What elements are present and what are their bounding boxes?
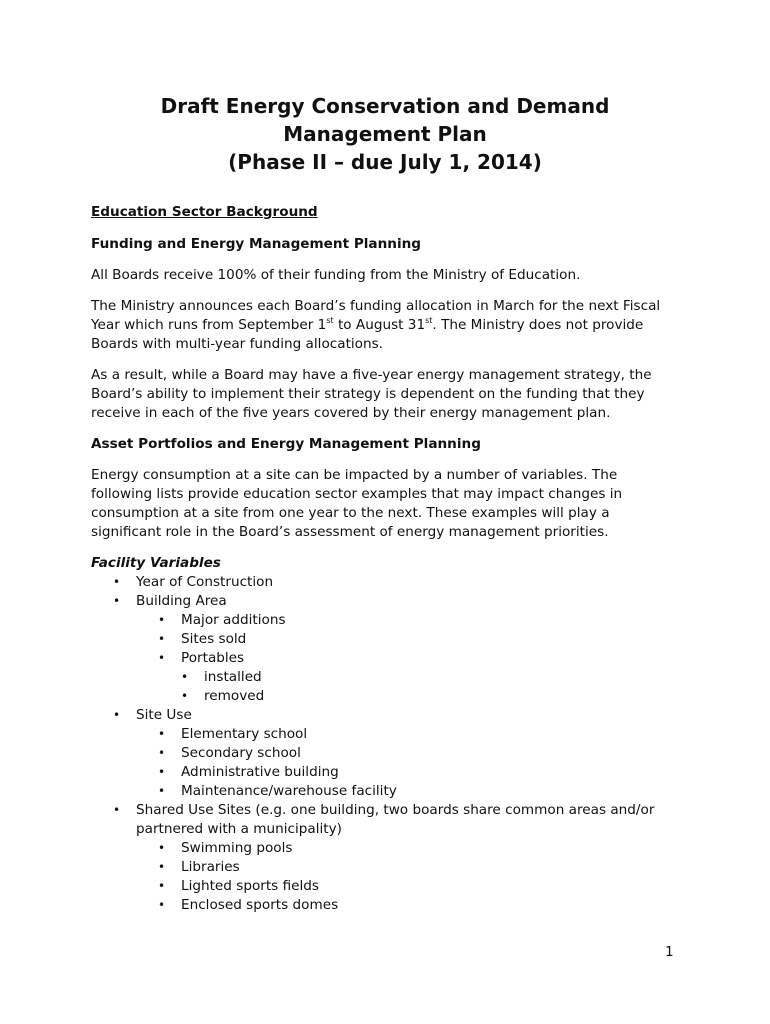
list-item: • Swimming pools — [158, 840, 293, 856]
list-item: • Maintenance/warehouse facility — [158, 783, 397, 799]
bullet-icon: • — [158, 746, 166, 760]
list-item: • Sites sold — [158, 631, 247, 647]
list-item: • Major additions — [158, 612, 286, 628]
funding-paragraph-3: As a result, while a Board may have a five-year energy management strategy, the Board’s ability to implement their strategy is dependent on the funding that they receive in each of the five years covered by their energy management plan. — [91, 367, 652, 421]
asset-paragraph: Energy consumption at a site can be impacted by a number of variables. The following lists provide education sector examples that may impact changes in consumption at a site from one year to the next. These examples will play a significant role in the Board’s assessment of energy management priorities. — [91, 467, 623, 540]
list-item: • installed — [181, 669, 262, 685]
document-title — [90, 92, 680, 176]
title-line-1: Draft Energy Conservation and Demand — [160, 94, 610, 118]
list-item: • Year of Construction — [113, 574, 274, 590]
list-item: • Portables — [158, 650, 245, 666]
section-heading: Education Sector Background — [91, 204, 318, 220]
asset-heading: Asset Portfolios and Energy Management Planning — [91, 436, 481, 452]
bullet-icon: • — [158, 651, 166, 665]
bullet-icon: • — [158, 727, 166, 741]
bullet-icon: • — [113, 708, 121, 722]
bullet-icon: • — [158, 784, 166, 798]
bullet-icon: • — [181, 689, 189, 703]
bullet-icon: • — [158, 879, 166, 893]
bullet-icon: • — [181, 670, 189, 684]
bullet-icon: • — [158, 765, 166, 779]
bullet-icon: • — [113, 803, 121, 817]
list-item: • removed — [181, 688, 265, 704]
bullet-icon: • — [158, 841, 166, 855]
bullet-icon: • — [113, 594, 121, 608]
bullet-icon: • — [113, 575, 121, 589]
title-line-2: Management Plan — [283, 122, 487, 146]
list-item: • Elementary school — [158, 726, 308, 742]
list-item: • Administrative building — [158, 764, 339, 780]
facility-variables-list — [91, 573, 681, 915]
list-item: • Lighted sports fields — [158, 878, 320, 894]
bullet-icon: • — [158, 613, 166, 627]
funding-paragraph-2: The Ministry announces each Board’s funding allocation in March for the next Fiscal Year which runs from September 1st to August 31st. The Ministry does not provide Boards with multi-year funding allocations. — [91, 298, 661, 352]
list-item: • Secondary school — [158, 745, 301, 761]
funding-paragraph-1: All Boards receive 100% of their funding from the Ministry of Education. — [91, 267, 581, 283]
title-line-3: (Phase II – due July 1, 2014) — [228, 150, 542, 174]
list-item: • Enclosed sports domes — [158, 897, 339, 913]
list-item: • Shared Use Sites (e.g. one building, two boards share common areas and/or partnered with a municipality) — [113, 802, 655, 837]
bullet-icon: • — [158, 898, 166, 912]
list-item: • Site Use — [113, 707, 192, 723]
page-number: 1 — [665, 944, 674, 960]
document-body — [91, 203, 681, 915]
funding-heading: Funding and Energy Management Planning — [91, 236, 422, 252]
bullet-icon: • — [158, 632, 166, 646]
list-item: • Libraries — [158, 859, 240, 875]
list-item: • Building Area — [113, 593, 227, 609]
facility-heading: Facility Variables — [91, 555, 221, 571]
bullet-icon: • — [158, 860, 166, 874]
